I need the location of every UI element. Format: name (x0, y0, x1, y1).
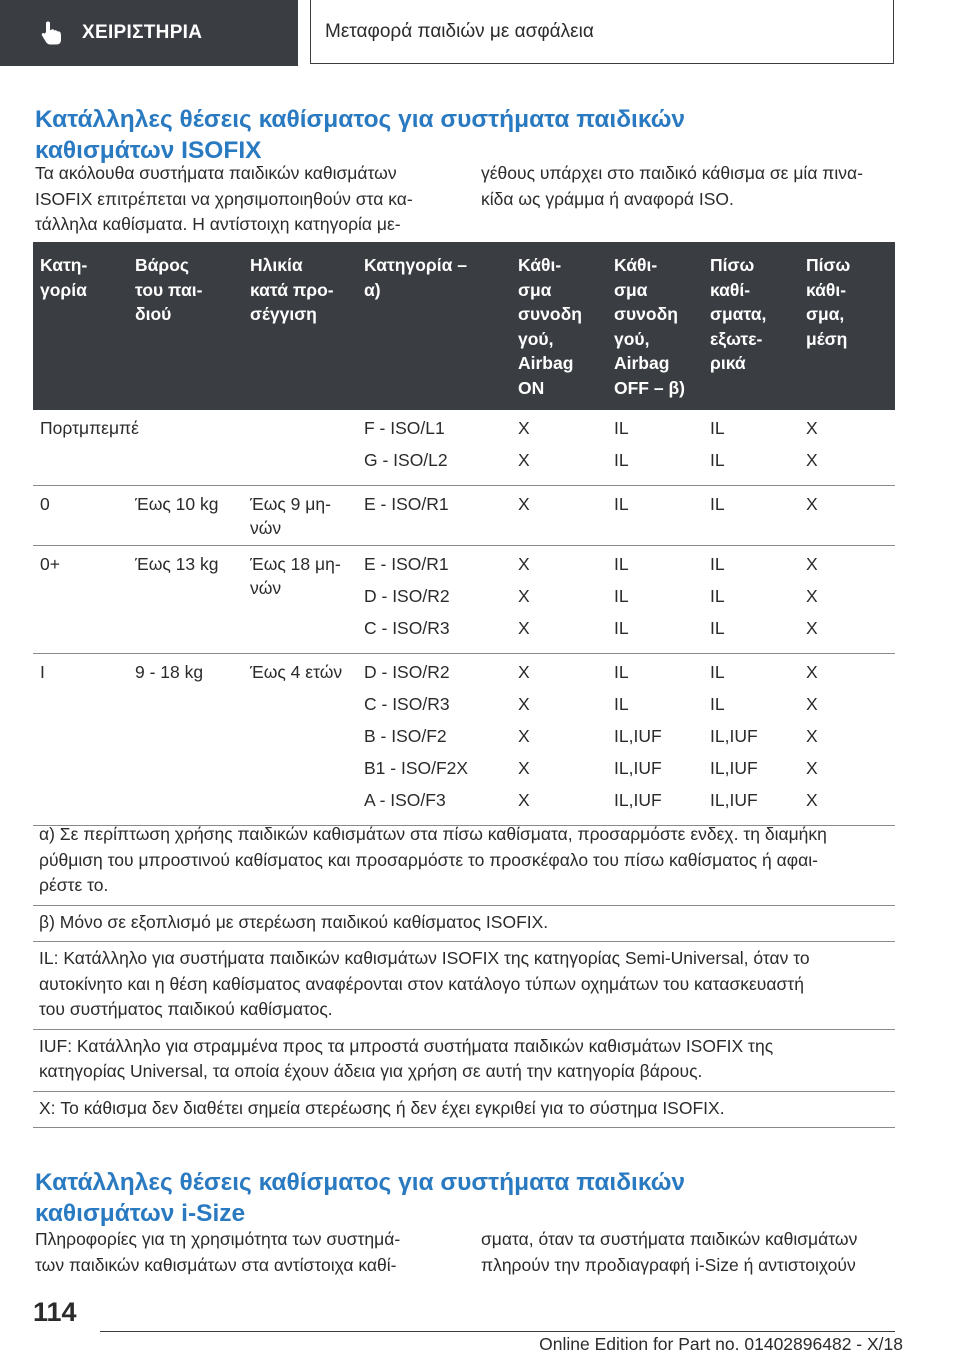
cell: X X X (511, 546, 607, 654)
iso-class-cell: D - ISO/R2 C - ISO/R3 B - ISO/F2 B1 - ISO/F2X A - ISO/F3 (357, 654, 511, 826)
section-heading-isofix: Κατάλληλες θέσεις καθίσματος για συστήματα παιδικών καθισμάτων ISOFIX (35, 106, 686, 164)
iso-class-cell: E - ISO/R1 (357, 486, 511, 546)
cell: IL IL IL,IUF IL,IUF IL,IUF (607, 654, 703, 826)
section-title: ΧΕΙΡΙΣΤΗΡΙΑ (82, 22, 203, 43)
weight-cell: Έως 13 kg (128, 546, 243, 654)
cell: X X X X X (511, 654, 607, 826)
note-il: IL: Κατάλληλο για συστήματα παιδικών καθισμάτων ISOFIX της κατηγορίας Semi-Universal, όταν το αυτοκίνητο και η θέση καθίσματος αναφέρονται στον κατάλογο τύπων οχημάτων του κατασκευαστή του συστήματος παιδικού καθίσματος. (33, 942, 895, 1030)
note-beta: β) Μόνο σε εξοπλισμό με στερέωση παιδικού καθίσματος ISOFIX. (33, 906, 895, 943)
cell: IL IL (703, 410, 799, 486)
age-cell: Έως 4 ετών (243, 654, 357, 826)
note-iuf: IUF: Κατάλληλο για στραμμένα προς τα μπροστά συστήματα παιδικών καθισμάτων ISOFIX της κατηγορίας Universal, τα οποία έχουν άδεια για χρήση σε αυτή την κατηγορία βάρους. (33, 1030, 895, 1092)
table-row (33, 486, 895, 546)
iso-class-cell: F - ISO/L1 G - ISO/L2 (357, 410, 511, 486)
edition-footer: Online Edition for Part no. 01402896482 - X/18 (539, 1334, 903, 1354)
cell: X X X (799, 546, 895, 654)
page-number: 114 (33, 1297, 77, 1327)
category-cell: 0 (33, 486, 128, 546)
cell: IL IL IL,IUF IL,IUF IL,IUF (703, 654, 799, 826)
cell: IL IL IL (703, 546, 799, 654)
column-header: Κατηγορία – α) (357, 242, 511, 410)
column-header: Κάθι- σμα συνοδη γού, Airbag OFF – β) (607, 242, 703, 410)
column-header: Πίσω κάθι- σμα, μέση (799, 242, 895, 410)
isofix-intro-right: γέθους υπάρχει στο παιδικό κάθισμα σε μία πινα- κίδα ως γράμμα ή αναφορά ISO. (481, 163, 863, 209)
table-row (33, 546, 895, 654)
column-header: Κάθι- σμα συνοδη γού, Airbag ON (511, 242, 607, 410)
chapter-title: Μεταφορά παιδιών με ασφάλεια (310, 0, 894, 64)
table-header-row (33, 242, 895, 410)
footer-divider (100, 1331, 895, 1332)
column-header: Ηλικία κατά προ- σέγγιση (243, 242, 357, 410)
table-row (33, 410, 895, 486)
cell: IL IL IL (607, 546, 703, 654)
cell: X X X X X (799, 654, 895, 826)
section-heading-isize: Κατάλληλες θέσεις καθίσματος για συστήματα παιδικών καθισμάτων i-Size (35, 1169, 686, 1227)
column-header: Βάρος του παι- διού (128, 242, 243, 410)
category-cell: 0+ (33, 546, 128, 654)
isize-intro-right: σματα, όταν τα συστήματα παιδικών καθισμάτων πληρούν την προδιαγραφή i-Size ή αντιστοιχούν (481, 1229, 858, 1275)
weight-cell: 9 - 18 kg (128, 654, 243, 826)
cell: IL IL (607, 410, 703, 486)
hand-pointer-icon (38, 19, 66, 47)
isofix-table (33, 242, 895, 826)
cell: X (799, 486, 895, 546)
cell: X X (511, 410, 607, 486)
table-notes (33, 818, 895, 1128)
cell: IL (703, 486, 799, 546)
note-x: X: Το κάθισμα δεν διαθέτει σημεία στερέωσης ή δεν έχει εγκριθεί για το σύστημα ISOFIX. (33, 1092, 895, 1129)
page-header (0, 0, 960, 66)
column-header: Κατη- γορία (33, 242, 128, 410)
table-row (33, 654, 895, 826)
category-cell: Πορτμπεμπέ (33, 410, 357, 486)
section-tab (0, 0, 298, 66)
category-cell: I (33, 654, 128, 826)
cell: X X (799, 410, 895, 486)
column-header: Πίσω καθί- σματα, εξωτε- ρικά (703, 242, 799, 410)
note-alpha: α) Σε περίπτωση χρήσης παιδικών καθισμάτων στα πίσω καθίσματα, προσαρμόστε ενδεχ. τη διαμήκη ρύθμιση του μπροστινού καθίσματος και προσαρμόστε το προσκέφαλο του πίσω καθίσματος ή αφαι- ρέστε το. (33, 818, 895, 906)
age-cell: Έως 18 μη- νών (243, 546, 357, 654)
cell: X (511, 486, 607, 546)
weight-cell: Έως 10 kg (128, 486, 243, 546)
age-cell: Έως 9 μη- νών (243, 486, 357, 546)
iso-class-cell: E - ISO/R1 D - ISO/R2 C - ISO/R3 (357, 546, 511, 654)
cell: IL (607, 486, 703, 546)
isize-intro-left: Πληροφορίες για τη χρησιμότητα των συστημά- των παιδικών καθισμάτων στα αντίστοιχα καθί- (35, 1229, 401, 1275)
isofix-intro-left: Τα ακόλουθα συστήματα παιδικών καθισμάτων ISOFIX επιτρέπεται να χρησιμοποιηθούν στα κα- τάλληλα καθίσματα. Η αντίστοιχη κατηγορία με- (35, 163, 413, 234)
